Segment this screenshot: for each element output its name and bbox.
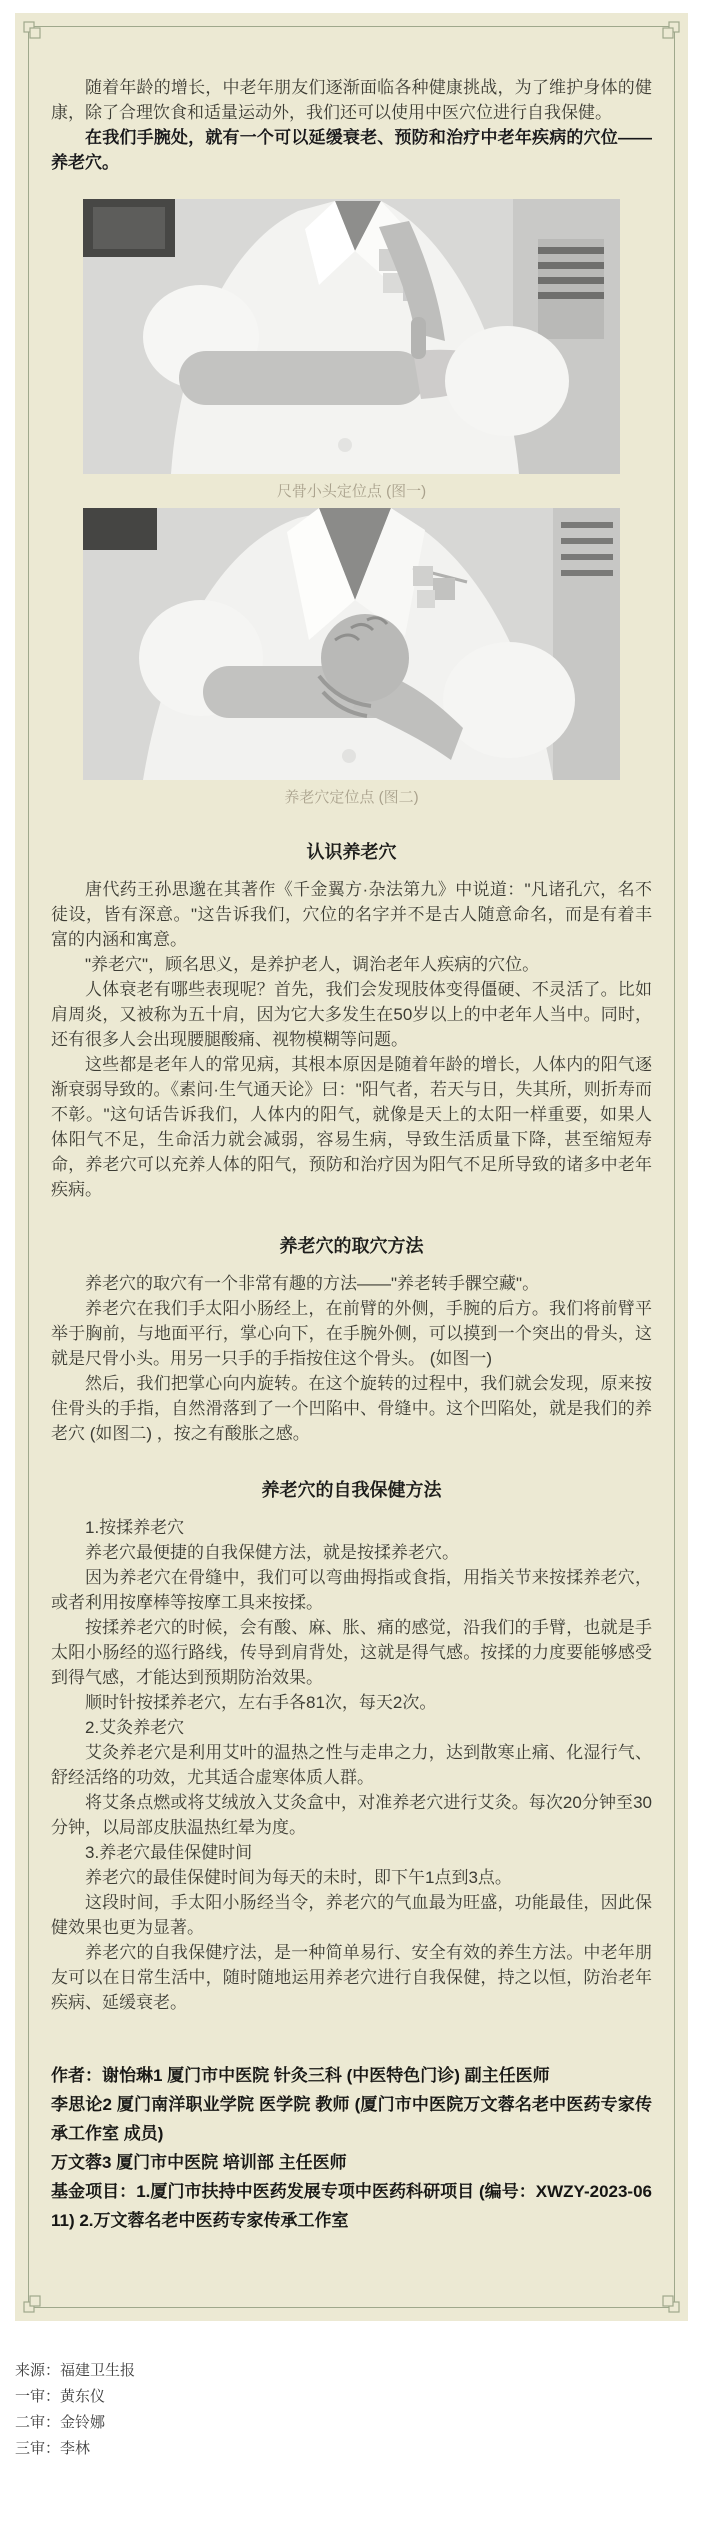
page-footer xyxy=(15,2363,703,2527)
body-paragraph: 将艾条点燃或将艾绒放入艾灸盒中，对准养老穴进行艾灸。每次20分钟至30分钟，以局部皮肤温热红晕为度。 xyxy=(51,1793,652,1837)
frame-corner-icon xyxy=(21,19,47,45)
frame-corner-icon xyxy=(21,2289,47,2315)
article-content xyxy=(51,75,652,2235)
body-paragraph: 顺时针按揉养老穴，左右手各81次，每天2次。 xyxy=(85,1693,437,1712)
body-paragraph: 养老穴的取穴有一个非常有趣的方法——"养老转手髁空藏"。 xyxy=(85,1274,540,1293)
credit-line: 作者：谢怡琳1 厦门市中医院 针灸三科 (中医特色门诊) 副主任医师 xyxy=(51,2066,550,2085)
footer-line: 来源：福建卫生报 xyxy=(15,2362,136,2379)
body-paragraph: 这些都是老年人的常见病，其根本原因是随着年龄的增长，人体内的阳气逐渐衰弱导致的。《素问·生气通天论》曰："阳气者，若天与日，失其所，则折寿而不彰。"这句话告诉我们，人体内的阳气，就像是天上的太阳一样重要，如果人体阳气不足，生命活力就会减弱，容易生病，导致生活质量下降，甚至缩短寿命，养老穴可以充养人体的阳气，预防和治疗因为阳气不足所导致的诸多中老年疾病。 xyxy=(51,1055,652,1199)
body-paragraph: 这段时间，手太阳小肠经当令，养老穴的气血最为旺盛，功能最佳，因此保健效果也更为显著。 xyxy=(51,1893,652,1937)
body-paragraph: 按揉养老穴的时候，会有酸、麻、胀、痛的感觉，沿我们的手臂，也就是手太阳小肠经的巡行路线，传导到肩背处，这就是得气感。按揉的力度要能够感受到得气感，才能达到预期防治效果。 xyxy=(51,1618,652,1687)
footer-line: 三审：李林 xyxy=(15,2440,91,2457)
body-paragraph: 养老穴的最佳保健时间为每天的未时，即下午1点到3点。 xyxy=(85,1868,512,1887)
intro-paragraph: 在我们手腕处，就有一个可以延缓衰老、预防和治疗中老年疾病的穴位——养老穴。 xyxy=(51,128,652,172)
body-paragraph: 因为养老穴在骨缝中，我们可以弯曲拇指或食指，用指关节来按揉养老穴，或者利用按摩棒等按摩工具来按揉。 xyxy=(51,1568,652,1612)
body-paragraph: 养老穴最便捷的自我保健方法，就是按揉养老穴。 xyxy=(85,1543,459,1562)
article-sections xyxy=(51,840,652,2015)
section-heading: 养老穴的自我保健方法 xyxy=(261,1480,442,1500)
section-heading: 认识养老穴 xyxy=(306,842,397,862)
figure-2 xyxy=(83,508,620,808)
body-paragraph: "养老穴"，顾名思义，是养护老人，调治老年人疾病的穴位。 xyxy=(85,955,540,974)
figure-1-photo[interactable] xyxy=(83,199,620,474)
figure-1-caption: 尺骨小头定位点 (图一) xyxy=(276,483,427,500)
credits-block xyxy=(51,2061,652,2235)
body-paragraph: 人体衰老有哪些表现呢？首先，我们会发现肢体变得僵硬、不灵活了。比如肩周炎，又被称为五十肩，因为它大多发生在50岁以上的中老年人当中。同时，还有很多人会出现腰腿酸痛、视物模糊等问题。 xyxy=(51,980,652,1049)
frame-corner-icon xyxy=(656,2289,682,2315)
frame-corner-icon xyxy=(656,19,682,45)
body-paragraph: 艾灸养老穴是利用艾叶的温热之性与走串之力，达到散寒止痛、化湿行气、舒经活络的功效，尤其适合虚寒体质人群。 xyxy=(51,1743,652,1787)
body-paragraph: 3.养老穴最佳保健时间 xyxy=(85,1843,253,1862)
credit-line: 万文蓉3 厦门市中医院 培训部 主任医师 xyxy=(51,2153,347,2172)
credit-line: 李思论2 厦门南洋职业学院 医学院 教师 (厦门市中医院万文蓉名老中医药专家传承工作室 成员) xyxy=(51,2095,652,2143)
body-paragraph: 养老穴在我们手太阳小肠经上，在前臂的外侧，手腕的后方。我们将前臂平举于胸前，与地面平行，掌心向下，在手腕外侧，可以摸到一个突出的骨头，这就是尺骨小头。用另一只手的手指按住这个骨头。 (如图一) xyxy=(51,1299,652,1368)
article-panel xyxy=(15,13,688,2321)
footer-line: 二审：金铃娜 xyxy=(15,2414,106,2431)
body-paragraph: 养老穴的自我保健疗法，是一种简单易行、安全有效的养生方法。中老年朋友可以在日常生活中，随时随地运用养老穴进行自我保健，持之以恒，防治老年疾病、延缓衰老。 xyxy=(51,1943,652,2012)
figure-2-caption: 养老穴定位点 (图二) xyxy=(284,789,419,806)
body-paragraph: 2.艾灸养老穴 xyxy=(85,1718,185,1737)
intro-paragraphs xyxy=(51,75,652,175)
section-heading: 养老穴的取穴方法 xyxy=(279,1236,424,1256)
page xyxy=(0,13,703,2527)
body-paragraph: 唐代药王孙思邈在其著作《千金翼方·杂法第九》中说道："凡诸孔穴，名不徒设，皆有深意。"这告诉我们，穴位的名字并不是古人随意命名，而是有着丰富的内涵和寓意。 xyxy=(51,880,652,949)
figure-2-photo[interactable] xyxy=(83,508,620,780)
credit-line: 基金项目：1.厦门市扶持中医药发展专项中医药科研项目 (编号：XWZY-2023-0611) 2.万文蓉名老中医药专家传承工作室 xyxy=(51,2182,652,2230)
body-paragraph: 1.按揉养老穴 xyxy=(85,1518,185,1537)
figure-1 xyxy=(83,199,620,502)
intro-paragraph: 随着年龄的增长，中老年朋友们逐渐面临各种健康挑战，为了维护身体的健康，除了合理饮食和适量运动外，我们还可以使用中医穴位进行自我保健。 xyxy=(51,78,652,122)
footer-line: 一审：黄东仪 xyxy=(15,2388,106,2405)
body-paragraph: 然后，我们把掌心向内旋转。在这个旋转的过程中，我们就会发现，原来按住骨头的手指，自然滑落到了一个凹陷中、骨缝中。这个凹陷处，就是我们的养老穴 (如图二) ，按之有酸胀之感。 xyxy=(51,1374,652,1443)
